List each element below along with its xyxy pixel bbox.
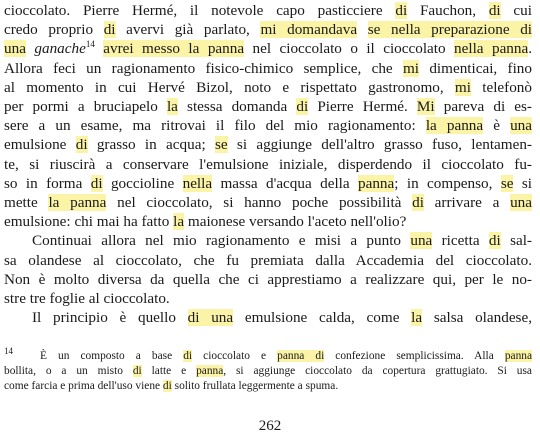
highlight: se <box>214 136 228 154</box>
italic-term: ganache <box>34 40 86 58</box>
text-line-2: credo proprio di avervi già parlato, mi domandava se nella preparazione di <box>4 21 533 39</box>
highlight: nella panna <box>454 40 529 58</box>
text-line-6: per pormi a bruciapelo la stessa domanda di Pierre Hermé. Mi pareva di es- <box>4 98 532 116</box>
highlight: la panna <box>425 117 484 135</box>
highlight: di <box>183 350 193 362</box>
text-line-11: mette la panna nel cioccolato, si hanno poche possibilità di arrivare a una <box>4 194 532 212</box>
footnote <box>4 346 533 393</box>
page-number: 262 <box>258 418 282 434</box>
text-line-10: so in forma di goccioline nella massa d'acqua della panna; in compenso, se si <box>4 174 532 192</box>
highlight: nella <box>182 174 213 192</box>
highlight: di <box>162 379 172 392</box>
text-line-4: Allora feci un ragionamento fisico-chimico semplice, che mi dimenticai, fino <box>4 59 532 77</box>
highlight: di <box>395 2 408 19</box>
footnote-line-3: come farcia e prima dell'uso viene di solito frullata leggermente a spuma. <box>4 379 339 392</box>
highlight: di <box>103 21 116 39</box>
text-line-8: emulsione di grasso in acqua; se si aggiunge dell'altro grasso fuso, lentamen- <box>4 136 532 154</box>
text-line-17: Il principio è quello di una emulsione calda, come la salsa olandese, <box>32 309 533 327</box>
highlight: avrei messo la panna <box>103 40 245 58</box>
highlight: la <box>166 98 178 116</box>
highlight: la <box>173 213 185 231</box>
highlight: mi <box>454 78 471 96</box>
highlight: di <box>296 98 309 116</box>
highlight: se <box>500 174 514 192</box>
text-line-13: Continuai allora nel mio ragionamento e misi a punto una ricetta di sal- <box>32 232 532 250</box>
highlight: una <box>410 232 433 250</box>
highlight: di una <box>187 309 234 327</box>
highlight: una <box>510 117 532 135</box>
body-text <box>4 1 532 327</box>
highlight: di <box>132 364 142 377</box>
footnote-reference: 14 <box>85 39 95 50</box>
highlight: di <box>488 2 501 19</box>
highlight: una <box>510 194 532 212</box>
highlight: se nella preparazione di <box>367 21 533 39</box>
highlight: la panna <box>48 194 107 212</box>
highlight: una <box>4 40 26 58</box>
text-line-16: stre tre foglie al cioccolato. <box>4 290 170 308</box>
text-line-14: sa olandese al cioccolato, che fu premiata dalla Accademia del cioccolato. <box>4 251 532 269</box>
highlight: Mi <box>416 98 435 116</box>
highlight: panna <box>358 174 395 192</box>
text-line-7: sere a un esame, ma ritrovai il filo del mio ragionamento: la panna è una <box>4 117 532 135</box>
text-line-3: una ganache$^{14}$ avrei messo la panna nel cioccolato o il cioccolato nella panna. <box>4 39 533 58</box>
highlight: mi <box>402 59 420 77</box>
highlight: panna <box>196 364 224 377</box>
text-line-1: cioccolato. Pierre Hermé, il notevole capo pasticciere di Fauchon, di cui <box>4 2 532 19</box>
highlight: di <box>90 174 103 192</box>
text-line-9: te, si riuscirà a conservare l'emulsione iniziale, disperdendo il cioccolato fu- <box>4 155 532 173</box>
text-line-5: al momento in cui Hervé Bizol, noto e rispettato gastronomo, mi telefonò <box>4 78 532 96</box>
text-line-12: emulsione: chi mai ha fatto la maionese versando l'aceto nell'olio? <box>4 213 407 231</box>
highlight: la <box>411 309 423 327</box>
highlight: di <box>75 136 88 154</box>
highlight: mi domandava <box>260 21 358 39</box>
text-line-15: Non è molto diversa da quella che ci apprestiamo a realizzare qui, per le no- <box>4 270 532 288</box>
highlight: di <box>412 194 424 212</box>
footnote-line-1: 14 È un composto a base di cioccolato e panna di confezione semplicissima. Alla panna <box>4 346 533 362</box>
footnote-line-2: bollita, o a un misto di latte e panna, si aggiunge cioccolato da copertura grattugiato. Si usa <box>4 364 532 377</box>
highlight: panna di <box>277 350 325 362</box>
highlight: di <box>488 232 501 250</box>
highlight: panna <box>504 350 533 362</box>
